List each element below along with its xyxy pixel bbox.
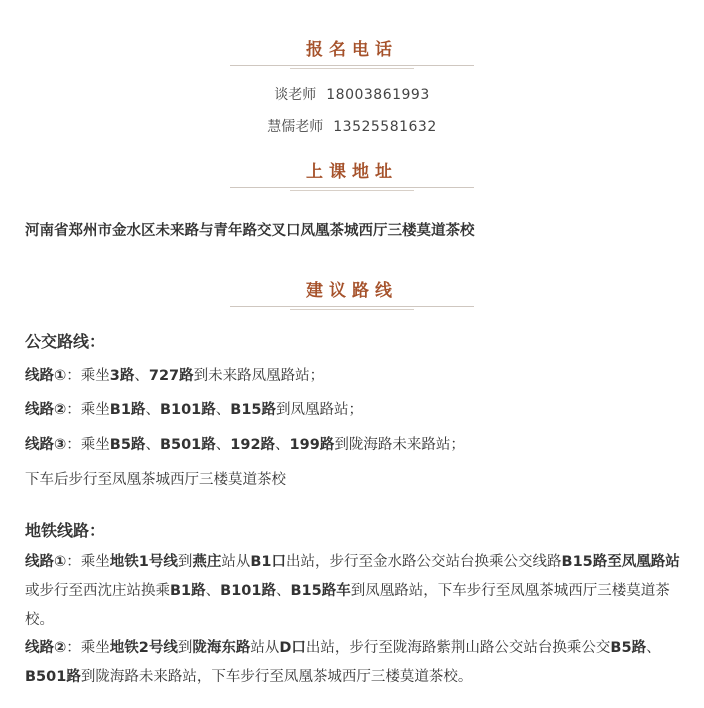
contact-name: 慧儒老师 [267, 119, 324, 135]
bus-after-text: 下车后步行至凤凰茶城西厅三楼莫道茶校 [25, 472, 286, 488]
section-divider [230, 303, 474, 311]
address-section-title: 上课地址 [306, 162, 398, 182]
bus-heading: 公交路线： [25, 332, 106, 351]
contact-row [0, 84, 704, 104]
section-divider [230, 184, 474, 192]
contact-name: 谈老师 [274, 87, 317, 103]
contact-phone[interactable]: 13525581632 [333, 119, 437, 135]
signup-section-title: 报名电话 [306, 40, 398, 60]
metro-heading: 地铁线路： [25, 521, 106, 540]
metro-route-1: 线路①：乘坐地铁1号线到燕庄站从B1口出站，步行至金水路公交站台换乘公交线路B15路至凤凰路站或步行至西沈庄站换乘B1路、B101路、B15路车到凤凰路站，下车步行至凤凰茶城西厅三楼莫道茶校。 [25, 554, 680, 628]
route-section-title: 建议路线 [306, 281, 398, 301]
metro-route-2: 线路②：乘坐地铁2号线到陇海东路站从D口出站，步行至陇海路紫荆山路公交站台换乘公交B5路、B501路到陇海路未来路站，下车步行至凤凰茶城西厅三楼莫道茶校。 [25, 640, 661, 685]
contact-row [0, 116, 704, 136]
contact-phone[interactable]: 18003861993 [326, 87, 430, 103]
bus-route-1: 线路①：乘坐3路、727路到未来路凤凰路站； [25, 368, 325, 384]
bus-route-2: 线路②：乘坐B1路、B101路、B15路到凤凰路站； [25, 402, 363, 418]
address-text: 河南省郑州市金水区未来路与青年路交叉口凤凰茶城西厅三楼莫道茶校 [25, 223, 475, 239]
section-divider [230, 62, 474, 70]
bus-route-3: 线路③：乘坐B5路、B501路、192路、199路到陇海路未来路站； [25, 437, 465, 453]
